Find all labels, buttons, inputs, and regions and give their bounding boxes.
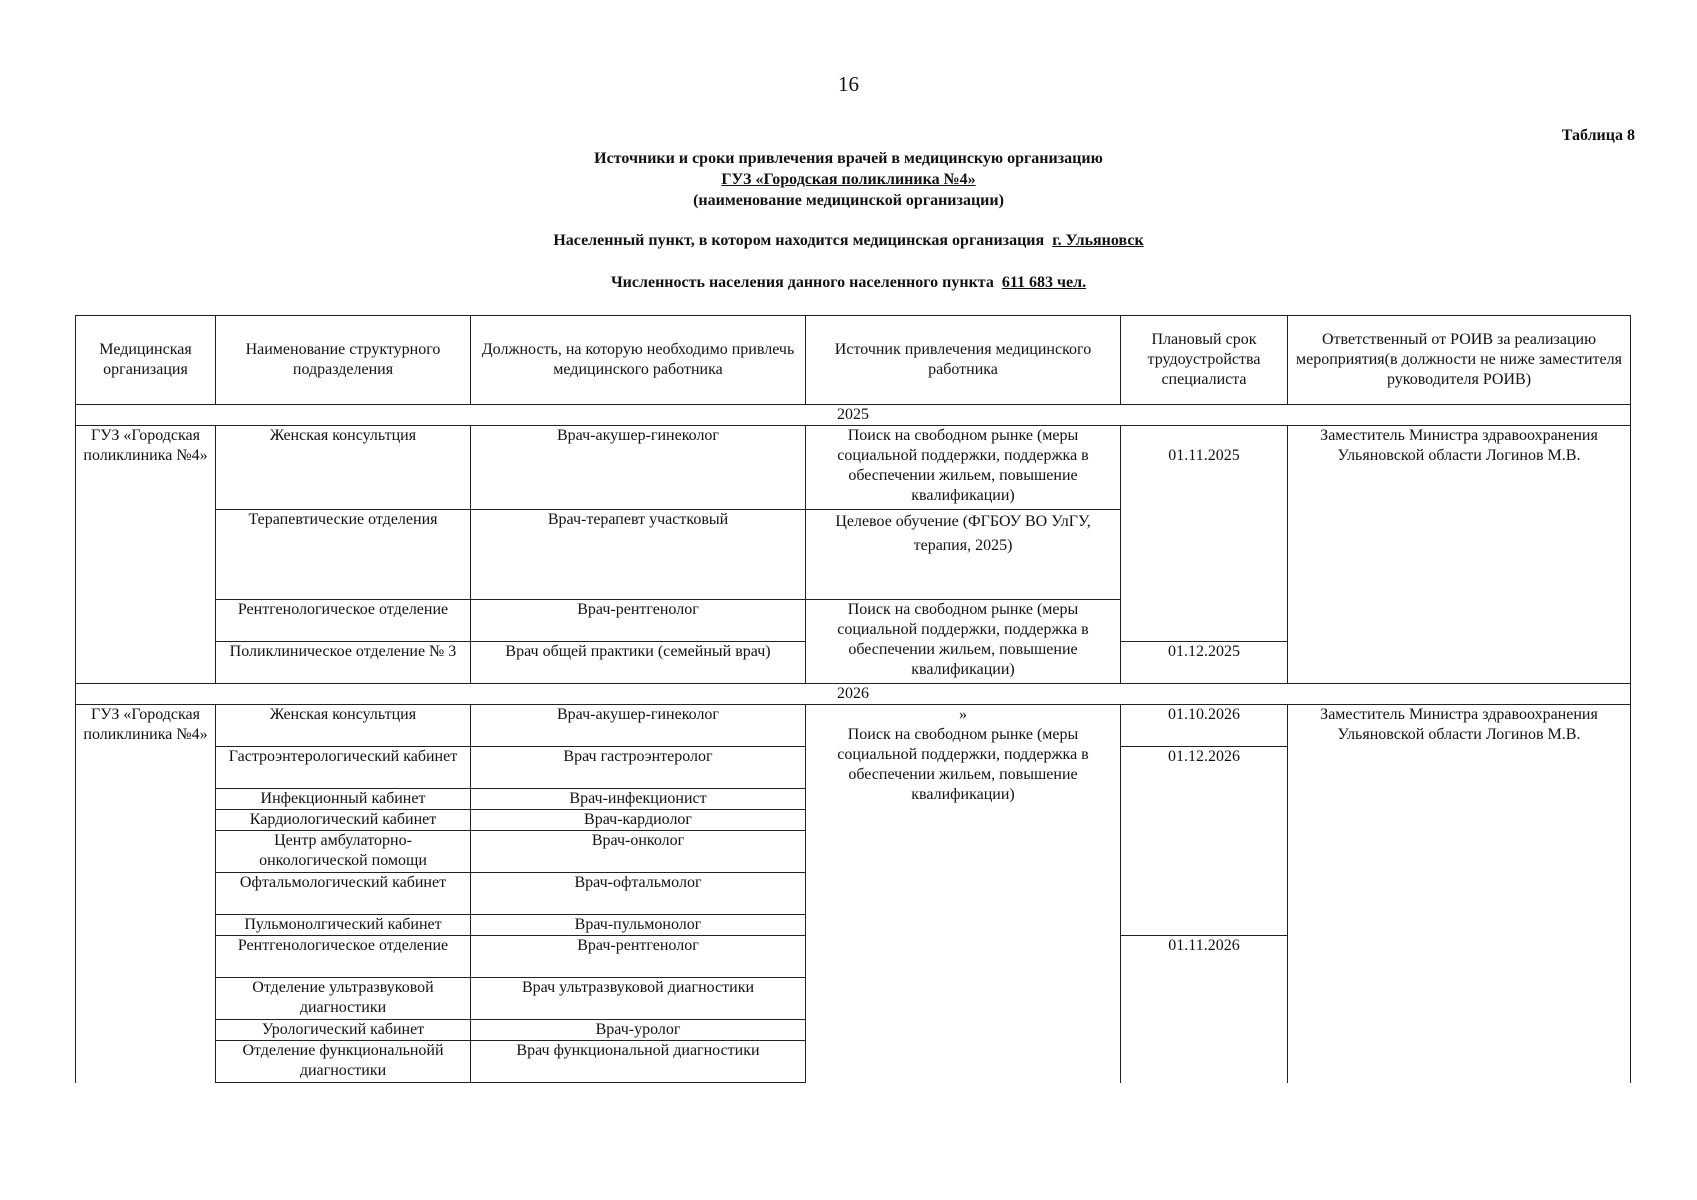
date-cell: 01.10.2026 <box>1121 705 1288 747</box>
column-header: Наименование структурного подразделения <box>216 316 471 405</box>
header-title: Источники и сроки привлечения врачей в медицинскую организацию <box>594 150 1103 167</box>
position-cell: Врач ультразвуковой диагностики <box>471 978 806 1020</box>
unit-cell: Поликлиническое отделение № 3 <box>216 642 471 684</box>
position-cell: Врач-кардиолог <box>471 810 806 831</box>
year-row-2026: 2026 <box>76 684 1631 705</box>
unit-cell: Отделение функциональнойй диагностики <box>216 1041 471 1083</box>
unit-cell: Центр амбулаторно-онкологической помощи <box>216 831 471 873</box>
unit-cell: Терапевтические отделения <box>216 510 471 600</box>
table-label: Таблица 8 <box>1561 127 1635 144</box>
date-cell: 01.12.2026 <box>1121 747 1288 936</box>
table-row <box>76 426 1631 510</box>
locality-label: Населенный пункт, в котором находится медицинская организация <box>553 232 1045 249</box>
header-org-name: ГУЗ «Городская поликлиника №4» <box>721 171 976 188</box>
date-cell: 01.11.2026 <box>1121 936 1288 1083</box>
position-cell: Врач-уролог <box>471 1020 806 1041</box>
source-text: Поиск на свободном рынке (меры социальной поддержки, поддержка в обеспечении жильем, повышение квалификации) <box>837 726 1089 803</box>
position-cell: Врач-рентгенолог <box>471 600 806 642</box>
unit-cell: Инфекционный кабинет <box>216 789 471 810</box>
unit-cell: Женская консультция <box>216 705 471 747</box>
column-header: Источник привлечения медицинского работника <box>806 316 1121 405</box>
unit-cell: Женская консультция <box>216 426 471 510</box>
position-cell: Врач-акушер-гинеколог <box>471 426 806 510</box>
org-cell: ГУЗ «Городская поликлиника №4» <box>76 426 216 684</box>
table-header-row <box>76 316 1631 405</box>
locality-value: г. Ульяновск <box>1052 232 1144 249</box>
position-cell: Врач функциональной диагностики <box>471 1041 806 1083</box>
position-cell: Врач-пульмонолог <box>471 915 806 936</box>
org-cell: ГУЗ «Городская поликлиника №4» <box>76 705 216 1083</box>
unit-cell: Отделение ультразвуковой диагностики <box>216 978 471 1020</box>
document-header <box>0 148 1697 211</box>
date-cell: 01.12.2025 <box>1121 642 1288 684</box>
position-cell: Врач-терапевт участковый <box>471 510 806 600</box>
population-value: 611 683 чел. <box>1001 274 1087 291</box>
source-mark: » <box>959 706 967 723</box>
responsible-cell: Заместитель Министра здравоохранения Ульяновской области Логинов М.В. <box>1288 705 1631 1083</box>
page-number: 16 <box>838 72 859 96</box>
column-header: Медицинская организация <box>76 316 216 405</box>
position-cell: Врач-онколог <box>471 831 806 873</box>
date-cell: 01.11.2025 <box>1121 426 1288 642</box>
position-cell: Врач-акушер-гинеколог <box>471 705 806 747</box>
position-cell: Врач общей практики (семейный врач) <box>471 642 806 684</box>
position-cell: Врач-офтальмолог <box>471 873 806 915</box>
column-header: Плановый срок трудоустройства специалиста <box>1121 316 1288 405</box>
unit-cell: Пульмонолгический кабинет <box>216 915 471 936</box>
unit-cell: Рентгенологическое отделение <box>216 936 471 978</box>
header-org-caption: (наименование медицинской организации) <box>693 192 1004 209</box>
source-cell <box>806 705 1121 1083</box>
year-row-2025: 2025 <box>76 405 1631 426</box>
source-cell: Поиск на свободном рынке (меры социальной поддержки, поддержка в обеспечении жильем, повышение квалификации) <box>806 426 1121 510</box>
population-line <box>0 274 1697 292</box>
unit-cell: Кардиологический кабинет <box>216 810 471 831</box>
column-header: Должность, на которую необходимо привлечь медицинского работника <box>471 316 806 405</box>
population-label: Численность населения данного населенного пункта <box>610 274 994 291</box>
column-header: Ответственный от РОИВ за реализацию мероприятия(в должности не ниже заместителя руководителя РОИВ) <box>1288 316 1631 405</box>
unit-cell: Рентгенологическое отделение <box>216 600 471 642</box>
unit-cell: Офтальмологический кабинет <box>216 873 471 915</box>
table-row <box>76 705 1631 747</box>
unit-cell: Гастроэнтерологический кабинет <box>216 747 471 789</box>
position-cell: Врач гастроэнтеролог <box>471 747 806 789</box>
responsible-cell: Заместитель Министра здравоохранения Ульяновской области Логинов М.В. <box>1288 426 1631 684</box>
locality-line <box>0 232 1697 250</box>
recruitment-table <box>75 315 1631 1083</box>
position-cell: Врач-инфекционист <box>471 789 806 810</box>
source-cell: Целевое обучение (ФГБОУ ВО УлГУ, терапия, 2025) <box>806 510 1121 600</box>
source-cell: Поиск на свободном рынке (меры социальной поддержки, поддержка в обеспечении жильем, повышение квалификации) <box>806 600 1121 684</box>
position-cell: Врач-рентгенолог <box>471 936 806 978</box>
unit-cell: Урологический кабинет <box>216 1020 471 1041</box>
